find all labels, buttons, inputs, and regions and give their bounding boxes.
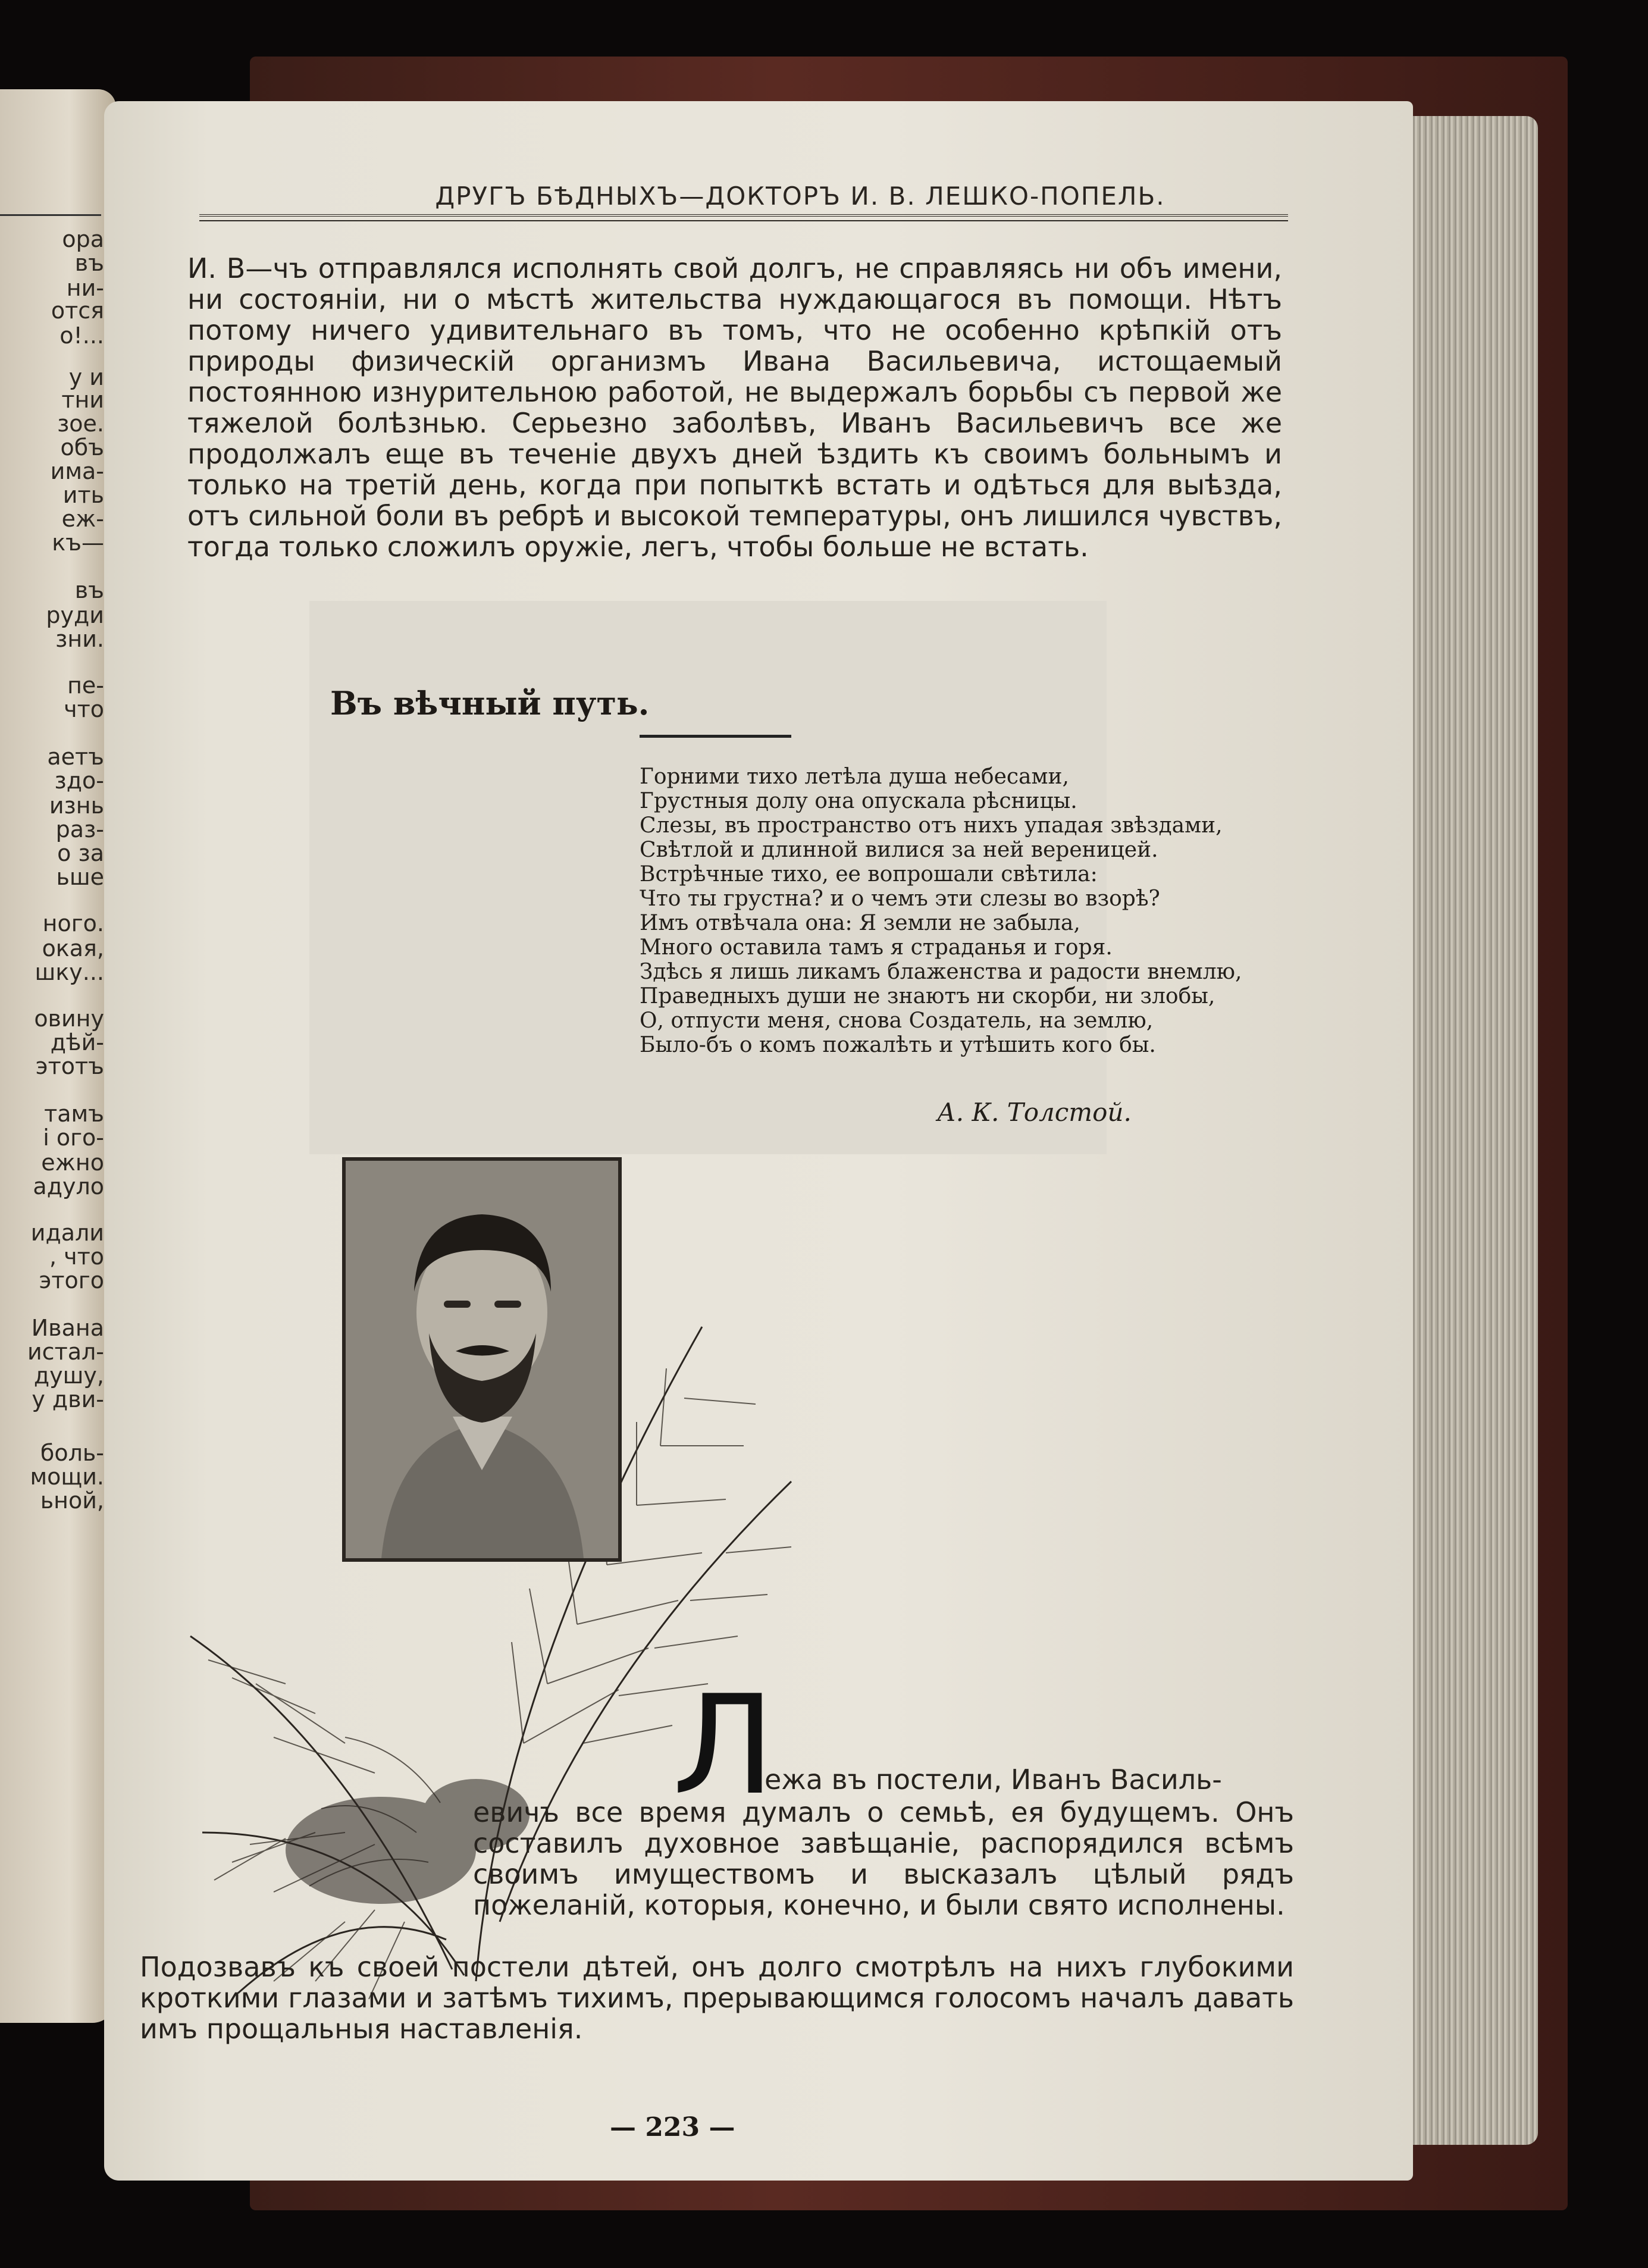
poem-line: Горними тихо летѣла душа небесами, bbox=[640, 765, 1069, 789]
left-page-fragment: дѣй- bbox=[50, 1029, 104, 1055]
book-page bbox=[104, 101, 1413, 2181]
left-page-fragment: ора bbox=[62, 226, 104, 252]
left-page-fragment: боль- bbox=[40, 1440, 104, 1466]
poem-line: Грустныя долу она опускала рѣсницы. bbox=[640, 789, 1077, 813]
left-page-fragment: къ— bbox=[52, 530, 104, 556]
running-head: ДРУГЪ БѢДНЫХЪ—ДОКТОРЪ И. В. ЛЕШКО-ПОПЕЛЬ. bbox=[435, 181, 1165, 211]
left-page-fragment: этого bbox=[39, 1267, 104, 1293]
left-page-fragment: Ивана bbox=[31, 1315, 104, 1341]
poem-line: Слезы, въ пространство отъ нихъ упадая звѣздами, bbox=[640, 813, 1223, 838]
left-page-fragment: у и bbox=[68, 364, 104, 390]
left-page-fragment: руди bbox=[46, 602, 104, 628]
left-page-fragment: аетъ bbox=[47, 744, 104, 770]
poem-line: Встрѣчные тихо, ее вопрошали свѣтила: bbox=[640, 862, 1098, 886]
left-page-fragment: има- bbox=[50, 458, 104, 484]
left-page-fragment: , что bbox=[49, 1243, 104, 1270]
paragraph-bottom-wide: Подозвавъ къ своей постели дѣтей, онъ долго смотрѣлъ на нихъ глубокими кроткими глазами и затѣмъ тихимъ, прерывающимся голосомъ началъ давать имъ прощальныя наставленія. bbox=[140, 1951, 1294, 2045]
left-page-fragment: объ bbox=[60, 434, 104, 461]
poem-lines bbox=[640, 765, 1365, 1057]
left-page-fragment: тамъ bbox=[44, 1101, 104, 1127]
header-rule bbox=[199, 214, 1288, 221]
paragraph-top: И. В—чъ отправлялся исполнять свой долгъ, не справляясь ни объ имени, ни состояніи, ни о мѣстѣ жительства нуждающагося въ помощи. Нѣтъ потому ничего удивительнаго въ томъ, что не особенно крѣпкій отъ природы физическій организмъ Ивана Васильевича, истощаемый постоянною изнурительною работой, не выдержалъ борьбы съ первой же тяжелой болѣзнью. Серьезно заболѣвъ, Иванъ Васильевичъ все же продолжалъ еще въ теченіе двухъ дней ѣздить къ своимъ больнымъ и только на третій день, когда при попыткѣ встать и одѣться для выѣзда, отъ сильной боли въ ребрѣ и высокой температуры, онъ лишился чувствъ, тогда только сложилъ оружіе, легъ, чтобы больше не встать. bbox=[187, 252, 1282, 563]
left-page-fragment: тни bbox=[61, 387, 104, 413]
poem-divider bbox=[640, 735, 791, 738]
left-page-fragment: пе- bbox=[67, 672, 104, 698]
poem-title: Въ вѣчный путь. bbox=[330, 684, 650, 722]
left-page-fragment: еж- bbox=[61, 506, 104, 532]
drop-cap: Л bbox=[672, 1666, 775, 1825]
left-page-fragment: у дви- bbox=[32, 1386, 104, 1412]
left-page bbox=[0, 89, 116, 2023]
left-page-fragment: ного. bbox=[42, 910, 104, 936]
left-page-fragment: о!... bbox=[59, 322, 104, 349]
left-page-fragment: отся bbox=[51, 297, 104, 324]
poem-line: Свѣтлой и длинной вилися за ней вереницей. bbox=[640, 838, 1158, 862]
left-page-fragment: въ bbox=[74, 577, 104, 603]
poem-line: Здѣсь я лишь ликамъ блаженства и радости внемлю, bbox=[640, 960, 1242, 984]
poem-line: Имъ отвѣчала она: Я земли не забыла, bbox=[640, 911, 1080, 935]
left-page-fragment: изнь bbox=[49, 792, 104, 819]
left-page-fragment: мощи. bbox=[30, 1464, 104, 1490]
left-page-fragment: что bbox=[64, 696, 104, 722]
paragraph-bottom-indented: евичъ все время думалъ о семьѣ, ея будущемъ. Онъ составилъ духовное завѣщаніе, распорядился всѣмъ своимъ имуществомъ и высказалъ цѣлый рядъ пожеланій, которыя, конечно, и были свято исполнены. bbox=[473, 1796, 1294, 1921]
left-page-fragment: ежно bbox=[41, 1149, 104, 1176]
page-number: — 223 — bbox=[610, 2112, 735, 2142]
poem-line: Праведныхъ души не знаютъ ни скорби, ни злобы, bbox=[640, 984, 1215, 1008]
left-page-fragment: раз- bbox=[55, 816, 104, 842]
left-page-fragment: зни. bbox=[55, 626, 104, 652]
left-page-fragment: душу, bbox=[33, 1362, 104, 1389]
left-page-fragment: шку... bbox=[35, 959, 104, 985]
poem-line: О, отпусти меня, снова Создатель, на землю, bbox=[640, 1008, 1154, 1033]
poem-line: Что ты грустна? и о чемъ эти слезы во взорѣ? bbox=[640, 886, 1160, 911]
left-page-fragment: ьше bbox=[56, 864, 104, 890]
left-page-fragment: і ого- bbox=[43, 1124, 104, 1151]
left-page-fragment: ни- bbox=[66, 275, 104, 301]
left-page-fragment: овину bbox=[34, 1005, 104, 1032]
left-page-fragment: въ bbox=[74, 250, 104, 276]
left-page-fragment: зое. bbox=[57, 411, 104, 437]
poem-line: Много оставила тамъ я страданья и горя. bbox=[640, 935, 1113, 960]
left-page-fragment: окая, bbox=[42, 935, 104, 961]
left-page-fragment: здо- bbox=[54, 768, 104, 794]
portrait-photo bbox=[342, 1157, 622, 1562]
poem-line: Было-бъ о комъ пожалѣть и утѣшить кого бы. bbox=[640, 1033, 1156, 1057]
left-page-fragment: истал- bbox=[27, 1339, 104, 1365]
left-page-fragment: адуло bbox=[33, 1173, 104, 1199]
poem-author: А. К. Толстой. bbox=[937, 1098, 1132, 1127]
left-page-fragment: ьной, bbox=[40, 1487, 104, 1514]
left-page-fragment: о за bbox=[57, 840, 104, 866]
left-page-rule bbox=[0, 214, 101, 216]
paragraph-bottom-first-line: ежа въ постели, Иванъ Василь- bbox=[765, 1763, 1222, 1796]
left-page-fragment: этотъ bbox=[35, 1053, 104, 1079]
portrait-figure bbox=[346, 1161, 618, 1558]
left-page-fragment: идали bbox=[30, 1220, 104, 1246]
left-page-fragment: ить bbox=[62, 482, 104, 508]
